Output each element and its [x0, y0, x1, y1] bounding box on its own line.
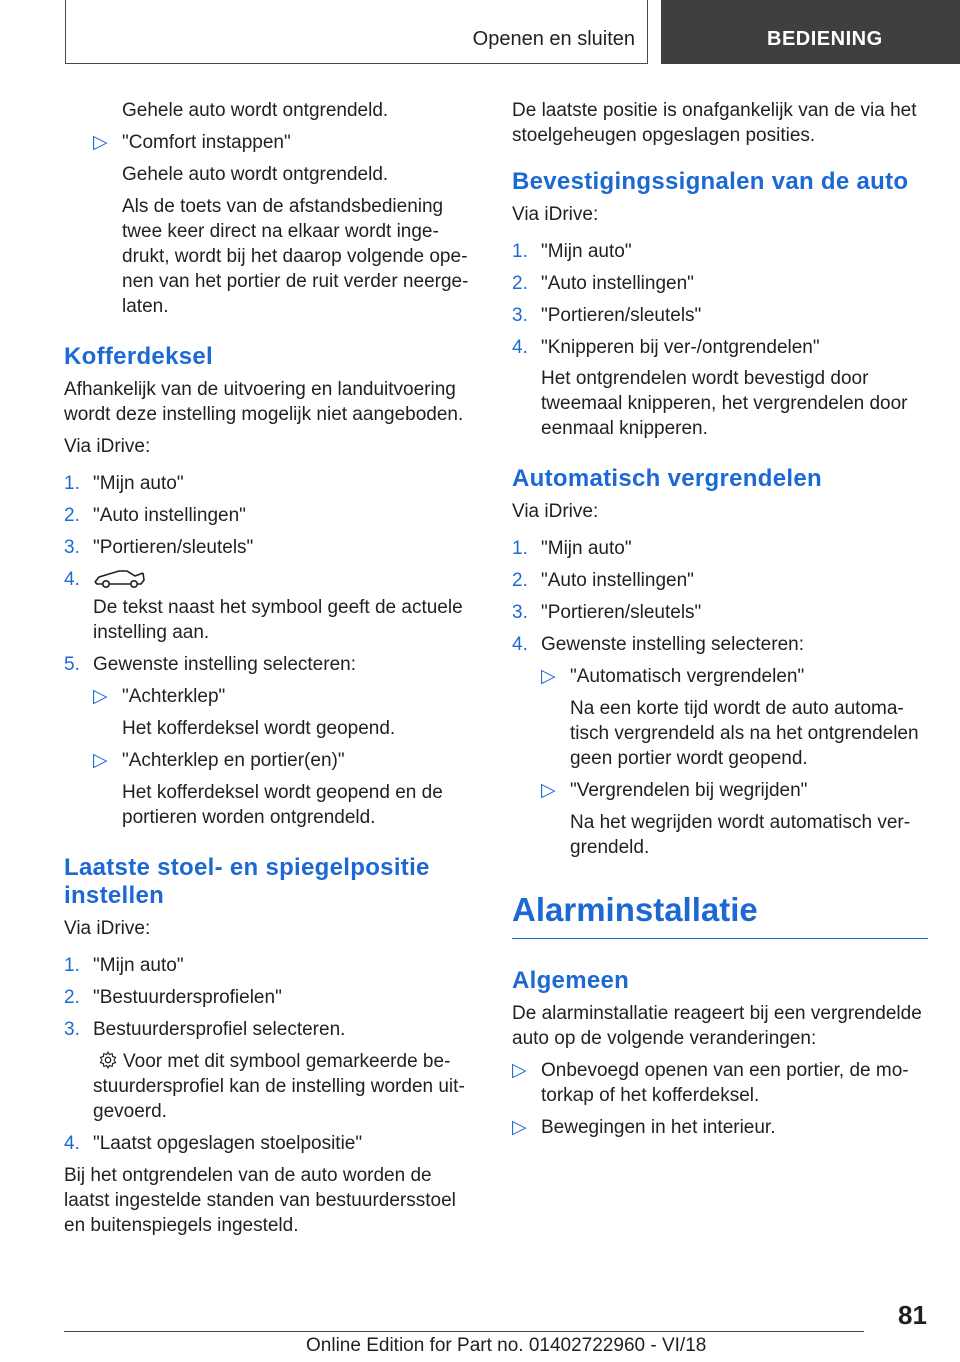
triangle-bullet-icon: ▷	[541, 666, 556, 687]
left-column	[64, 98, 469, 1245]
paragraph: Bij het ontgrendelen van de auto worden de laatst ingestelde standen van bestuurdersstoel en buitenspiegels ingesteld.	[64, 1165, 456, 1236]
step-label: "Auto instellingen"	[93, 505, 246, 526]
list-number: 2.	[512, 273, 528, 294]
triangle-bullet-icon: ▷	[541, 780, 556, 801]
triangle-bullet-icon: ▷	[93, 132, 108, 153]
list-item	[64, 471, 469, 496]
list-item	[512, 335, 928, 360]
step-label: "Mijn auto"	[541, 538, 632, 559]
option-label: "Automatisch vergrendelen"	[570, 666, 805, 687]
step-label: Bestuurdersprofiel selecteren.	[93, 1019, 346, 1040]
paragraph: Via iDrive:	[512, 501, 599, 522]
paragraph: Via iDrive:	[512, 204, 599, 225]
paragraph: Afhankelijk van de uitvoering en landuitvoering wordt deze instelling mogelijk niet aangeboden.	[64, 379, 464, 425]
list-item	[512, 1115, 928, 1140]
list-item	[93, 130, 469, 155]
list-item	[512, 536, 928, 561]
list-item	[512, 271, 928, 296]
paragraph: Als de toets van de afstandsbediening twee keer direct na elkaar wordt ingedrukt, wordt bij het daarop volgende openen van het portier de ruit verder neergelaten.	[122, 196, 469, 317]
paragraph: Het kofferdeksel wordt geopend en de portieren worden ontgrendeld.	[122, 782, 443, 828]
list-number: 3.	[64, 1019, 80, 1040]
list-number: 1.	[64, 955, 80, 976]
triangle-bullet-icon: ▷	[93, 750, 108, 771]
triangle-bullet-icon: ▷	[93, 686, 108, 707]
chapter-heading: Alarminstallatie	[512, 890, 928, 939]
list-item	[512, 568, 928, 593]
list-item	[64, 535, 469, 560]
list-number: 3.	[64, 537, 80, 558]
option-label: "Comfort instappen"	[122, 132, 291, 153]
paragraph: Na het wegrijden wordt automatisch vergrendeld.	[570, 812, 911, 858]
chapter-title: BEDIENING	[767, 28, 883, 50]
list-item	[93, 748, 469, 773]
section-heading: Algemeen	[512, 967, 630, 994]
step-label: "Auto instellingen"	[541, 273, 694, 294]
list-number: 4.	[64, 1133, 80, 1154]
list-item	[512, 239, 928, 264]
list-item	[541, 778, 928, 803]
list-item	[64, 1017, 469, 1042]
list-number: 4.	[512, 337, 528, 358]
option-label: "Achterklep"	[122, 686, 226, 707]
section-header	[65, 0, 648, 64]
note-paragraph	[64, 1049, 469, 1124]
step-label: "Auto instellingen"	[541, 570, 694, 591]
step-label: "Portieren/sleutels"	[541, 305, 702, 326]
page-number: 81	[898, 1300, 927, 1330]
paragraph: Na een korte tijd wordt de auto automatisch vergrendeld als na het ontgrendelen geen portier wordt geopend.	[570, 698, 919, 769]
list-item	[512, 1058, 928, 1108]
paragraph: Het kofferdeksel wordt geopend.	[122, 718, 396, 739]
gear-icon	[99, 1051, 117, 1069]
list-number: 5.	[64, 654, 80, 675]
chapter-header	[661, 0, 960, 64]
list-number: 1.	[512, 538, 528, 559]
footer-divider	[64, 1331, 864, 1332]
car-open-trunk-icon	[93, 567, 147, 589]
step-label: "Mijn auto"	[541, 241, 632, 262]
list-item	[64, 1131, 469, 1156]
bullet-text: Bewegingen in het interieur.	[541, 1117, 776, 1138]
triangle-bullet-icon: ▷	[512, 1117, 527, 1138]
step-label: "Portieren/sleutels"	[541, 602, 702, 623]
step-label: Gewenste instelling selecteren:	[541, 634, 804, 655]
bullet-text: Onbevoegd openen van een portier, de motorkap of het kofferdeksel.	[541, 1060, 909, 1106]
list-item	[64, 985, 469, 1010]
paragraph: Via iDrive:	[64, 436, 151, 457]
option-label: "Achterklep en portier(en)"	[122, 750, 345, 771]
step-label: "Portieren/sleutels"	[93, 537, 254, 558]
list-number: 1.	[64, 473, 80, 494]
list-number: 3.	[512, 602, 528, 623]
list-number: 2.	[64, 505, 80, 526]
paragraph: Via iDrive:	[64, 918, 151, 939]
list-item	[64, 567, 469, 592]
paragraph: Gehele auto wordt ontgrendeld.	[122, 100, 389, 121]
section-heading: Kofferdeksel	[64, 343, 213, 370]
section-heading: Automatisch vergrendelen	[512, 465, 822, 492]
note-text: Voor met dit symbool gemarkeerde bestuurdersprofiel kan de instelling worden uitgevoerd.	[93, 1051, 465, 1122]
triangle-bullet-icon: ▷	[512, 1060, 527, 1081]
list-item	[512, 303, 928, 328]
list-number: 3.	[512, 305, 528, 326]
paragraph: Gehele auto wordt ontgrendeld.	[122, 164, 389, 185]
list-item	[93, 684, 469, 709]
list-item	[541, 664, 928, 689]
list-number: 2.	[64, 987, 80, 1008]
section-title: Openen en sluiten	[472, 28, 635, 50]
paragraph: Het ontgrendelen wordt bevestigd door tweemaal knipperen, het vergrendelen door eenmaal knipperen.	[541, 368, 908, 439]
step-label: "Mijn auto"	[93, 473, 184, 494]
section-heading: Bevestigingssignalen van de auto	[512, 168, 909, 195]
paragraph: De tekst naast het symbool geeft de actuele instelling aan.	[93, 597, 463, 643]
list-number: 1.	[512, 241, 528, 262]
step-label: Gewenste instelling selecteren:	[93, 654, 356, 675]
footer-edition: Online Edition for Part no. 01402722960 - VI/18	[306, 1335, 707, 1356]
right-column	[512, 98, 928, 1147]
step-label: "Laatst opgeslagen stoelpositie"	[93, 1133, 363, 1154]
list-number: 4.	[64, 569, 80, 590]
list-item	[64, 503, 469, 528]
paragraph: De alarminstallatie reageert bij een vergrendelde auto op de volgende veranderingen:	[512, 1003, 922, 1049]
paragraph: De laatste positie is onafgankelijk van de via het stoelgeheugen opgeslagen posities.	[512, 100, 917, 146]
list-item	[512, 600, 928, 625]
list-item	[64, 953, 469, 978]
option-label: "Vergrendelen bij wegrijden"	[570, 780, 808, 801]
list-number: 2.	[512, 570, 528, 591]
step-label: "Mijn auto"	[93, 955, 184, 976]
list-item	[512, 632, 928, 657]
list-number: 4.	[512, 634, 528, 655]
section-heading: Laatste stoel- en spiegelpositie instellen	[64, 854, 430, 909]
step-label: "Bestuurdersprofielen"	[93, 987, 282, 1008]
list-item	[64, 652, 469, 677]
step-label: "Knipperen bij ver-/ontgrendelen"	[541, 337, 820, 358]
